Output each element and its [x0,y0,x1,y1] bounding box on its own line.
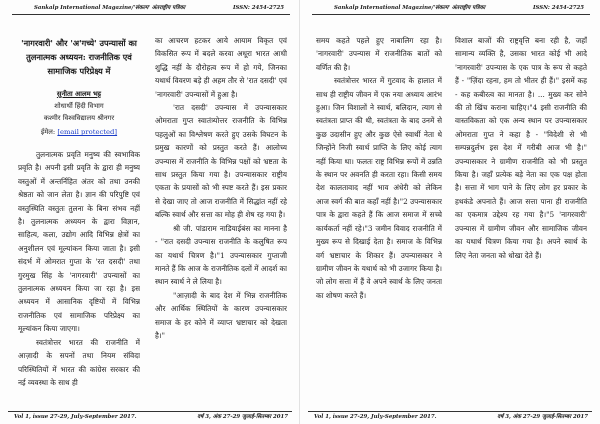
issn-number: ISSN: 2454-2725 [532,5,584,11]
volume-hindi: वर्ष 3, अंक 27-29 जुलाई-सितम्बर 2017 [197,414,288,420]
left-page-column-2 [155,34,287,410]
email-label: ईमेल: [40,128,58,136]
right-page-column-2 [455,34,587,410]
journal-title: Sankalp International Magazine/'संकल्प' अंतराष्ट्रीय पत्रिका [34,5,186,11]
left-page-column-1 [18,34,140,410]
page-header [312,3,590,15]
journal-title: Sankalp International Magazine/'संकल्प' अंतराष्ट्रीय पत्रिका [334,5,486,11]
author-email-line [18,126,140,138]
body-paragraph: "आज़ादी के बाद देश में भिन्न राजनीतिक और आर्थिक स्थितियों के कारण उपन्यासकार समाज के हर कोने में व्याप्त भ्रष्टाचार को देखता है।" [155,290,287,340]
body-paragraph: तुलनात्मक प्रवृति मनुष्य की स्वभाविक प्रवृति है। अपनी इसी प्रवृति के द्वारा ही मनुष्य वस्तुओं में अन्तर्निहित अंतर को तथा उनकी श्रेष्ठता को जान लेता है। ज्ञान की परिपुष्टि एवं वस्तुस्थिति वस्तुतः तुलना के बिना संभव नहीं है। तुलनात्मक अध्ययन के द्वारा विज्ञान, साहित्य, कला, उद्योग आदि विभिन्न क्षेत्रों का अनुशीलन एवं मूल्यांकन किया जाता है। इसी संदर्भ में ओमरात गुप्ता के 'रत दसदी' तथा गुरमुख सिंह के 'नागरवारी' उपन्यासों का तुलनात्मक अध्ययन किया जा रहा है। इस अध्ययन में आसानिक दृष्टियों में विभिन्न राजनीतिक एवं सामाजिक परिप्रेक्ष्य का मूल्यांकन किया जाएगा। [18,150,140,334]
author-name: सुनीता आलम भट्ट [56,90,102,98]
author-email-link[interactable]: [email protected] [57,128,118,136]
author-block [18,88,140,138]
issn-number: ISSN: 2454-2725 [232,5,284,11]
volume-english: Vol 1, issue 27-29, July-September 2017. [14,414,137,420]
right-page-column-1 [316,34,442,410]
author-university: कश्मीर विश्वविद्यालय श्रीनगर [43,114,115,122]
author-department: शोधार्थी हिंदी विभाग [54,102,104,110]
body-paragraph: विशाल बाजों की राष्ट्रवृत्ति बना रही है, जहाँ सामान्य व्यक्ति है, उसका भारत कोई भी आदे 'नागरवारी' उपन्यास के एक पात्र के रूप से कहते हैं - "ज़िंदा रहना, हम तो भीतर ही हैं।" इसमें कह - कह कबीरत्व का मानता है। ... मुख्य कर सोने की तो खिंच कराना चाहिए।"4 इसी राजनीति की वास्तविकता को एक अन्य स्थान पर उपन्यासकार ओमराता गुप्त ने कहा है - "विदेशी से भी सम्पन्नदुर्लभ इस देश में गरीबी आज भी है।" उपन्यासकार ने ग्रामीण राजनीति को भी प्रस्तुत किया है। जहाँ प्रत्येक बड़े नेता का एक पक्ष होता है। सत्ता में भाग पाने के लिए लोग हर प्रकार के हथकंडे अपनाते हैं। आज सत्ता पाना ही राजनीति का एकमात्र उद्देश्य रह गया है।"5 'नागरवारी' उपन्यास में ग्रामीण जीवन और सामाजिक जीवन का यथार्थ चित्रण किया गया है। अपने स्वार्थ के लिए नेता जनता को धोखा देते हैं। [455,36,587,260]
article-title: 'नागरवारी' और 'अ'गच्ये' उपन्यासों का तुलनात्मक अध्ययन: राजनीतिक एवं सामाजिक परिप्रेक्ष्य में [21,38,137,76]
volume-english: Vol 1, issue 27-29, July-September 2017. [314,414,437,420]
page-footer [308,411,592,423]
volume-hindi: वर्ष 3, अंक 27-29 जुलाई-सितम्बर 2017 [497,414,588,420]
body-paragraph: श्री जी. पांडाराम नाडियाईबंस का मानना है - "रात दसदी उपन्यास राजनीति के कलुषित रूप का यथार्थ चित्रण है।"1 उपन्यासकार गुप्ताजी मानते हैं कि आज के राजनीतिक दलों में आदर्श का स्थान स्वार्थ ने ले लिया है। [155,223,287,287]
article-header [18,36,140,138]
body-paragraph: स्वतंत्रोत्तर भारत की राजनीति में आज़ादी के सपनों तथा नियम संविदा परिस्थितियों में भारत की कांग्रेस सरकार की नई व्यवस्था के साथ ही [18,337,140,387]
body-paragraph: समय कहते पहले हुए नाबालिग रहा है। 'नागरवारी' उपन्यास में राजनीतिक बातों को वर्णित की है। [316,36,442,72]
right-page [300,0,600,424]
article-body [18,148,140,389]
page-footer [8,411,292,423]
body-paragraph: 'रात दसदी' उपन्यास में उपन्यासकार ओमराता गुप्त स्वातंत्र्योत्तर राजनीति के विभिन्न पहलुओं का विश्लेषण करते हुए उसके विघटन के प्रमुख कारणों को प्रस्तुत करते हैं। आलोच्य उपन्यास में राजनीति के विभिन्न पक्षों को भ्रष्टता के साथ प्रस्तुत किया गया है। उपन्यासकार राष्ट्रीय एकता के प्रयासों को भी स्पष्ट करते हैं। इस प्रकार से देखा जाए तो आज राजनीति में सिद्धांत नहीं रहे बल्कि स्वार्थ और सत्ता का मोह ही शेष रह गया है। [155,103,287,220]
body-paragraph: का आचरण हटकर आये आयाम विकृत एवं विकसित रूप में बदले करवा अधूरा भारत आधी शुद्धि नहीं के दौरोहत्व रूप में हो गये, जिनका यथार्थ विवरण बड़े ही अहम तौर से 'रात दसदी' एवं 'नागरवारी' उपन्यासों में हुआ है। [155,36,287,99]
page-header [12,3,290,15]
body-paragraph: स्वतंत्रोत्तर भारत में गुटवाद के हालात में साथ ही राष्ट्रीय जीवन में एक नया अध्याय आरंभ हुआ। जिन विशालों ने स्वार्थ, बलिदान, त्याग से स्वतंत्रता प्राप्त की थी, स्वतंत्रता के बाद उनमें से कुछ उदासीन हुए और कुछ ऐसे स्वार्थी नेता थे जिन्होंने निजी स्वार्थ प्राप्ति के लिए कोई त्याग नहीं किया था। फलतः राष्ट्र विभिन्न रूपों में उन्नति के स्थान पर अवनति ही करता रहा। किसी समय देश कालतावाद नहीं भाव अंधेरी को लेकिन आज स्वर्ग की बात कहाँ नहीं है।"2 उपन्यासकार पात्र के द्वारा कहते हैं कि आज समाज में सच्चे कार्यकर्ता नहीं रहे।"3 जमीन विवाद राजनीति में मुख्य रूप से दिखाई देता है। समाज के विभिन्न वर्ग भ्रष्टाचार के शिकार हैं। उपन्यासकार ने ग्रामीण जीवन के यथार्थ को भी उजागर किया है। जो लोग सत्ता में हैं वे अपने स्वार्थ के लिए जनता का शोषण करते हैं। [316,76,442,300]
